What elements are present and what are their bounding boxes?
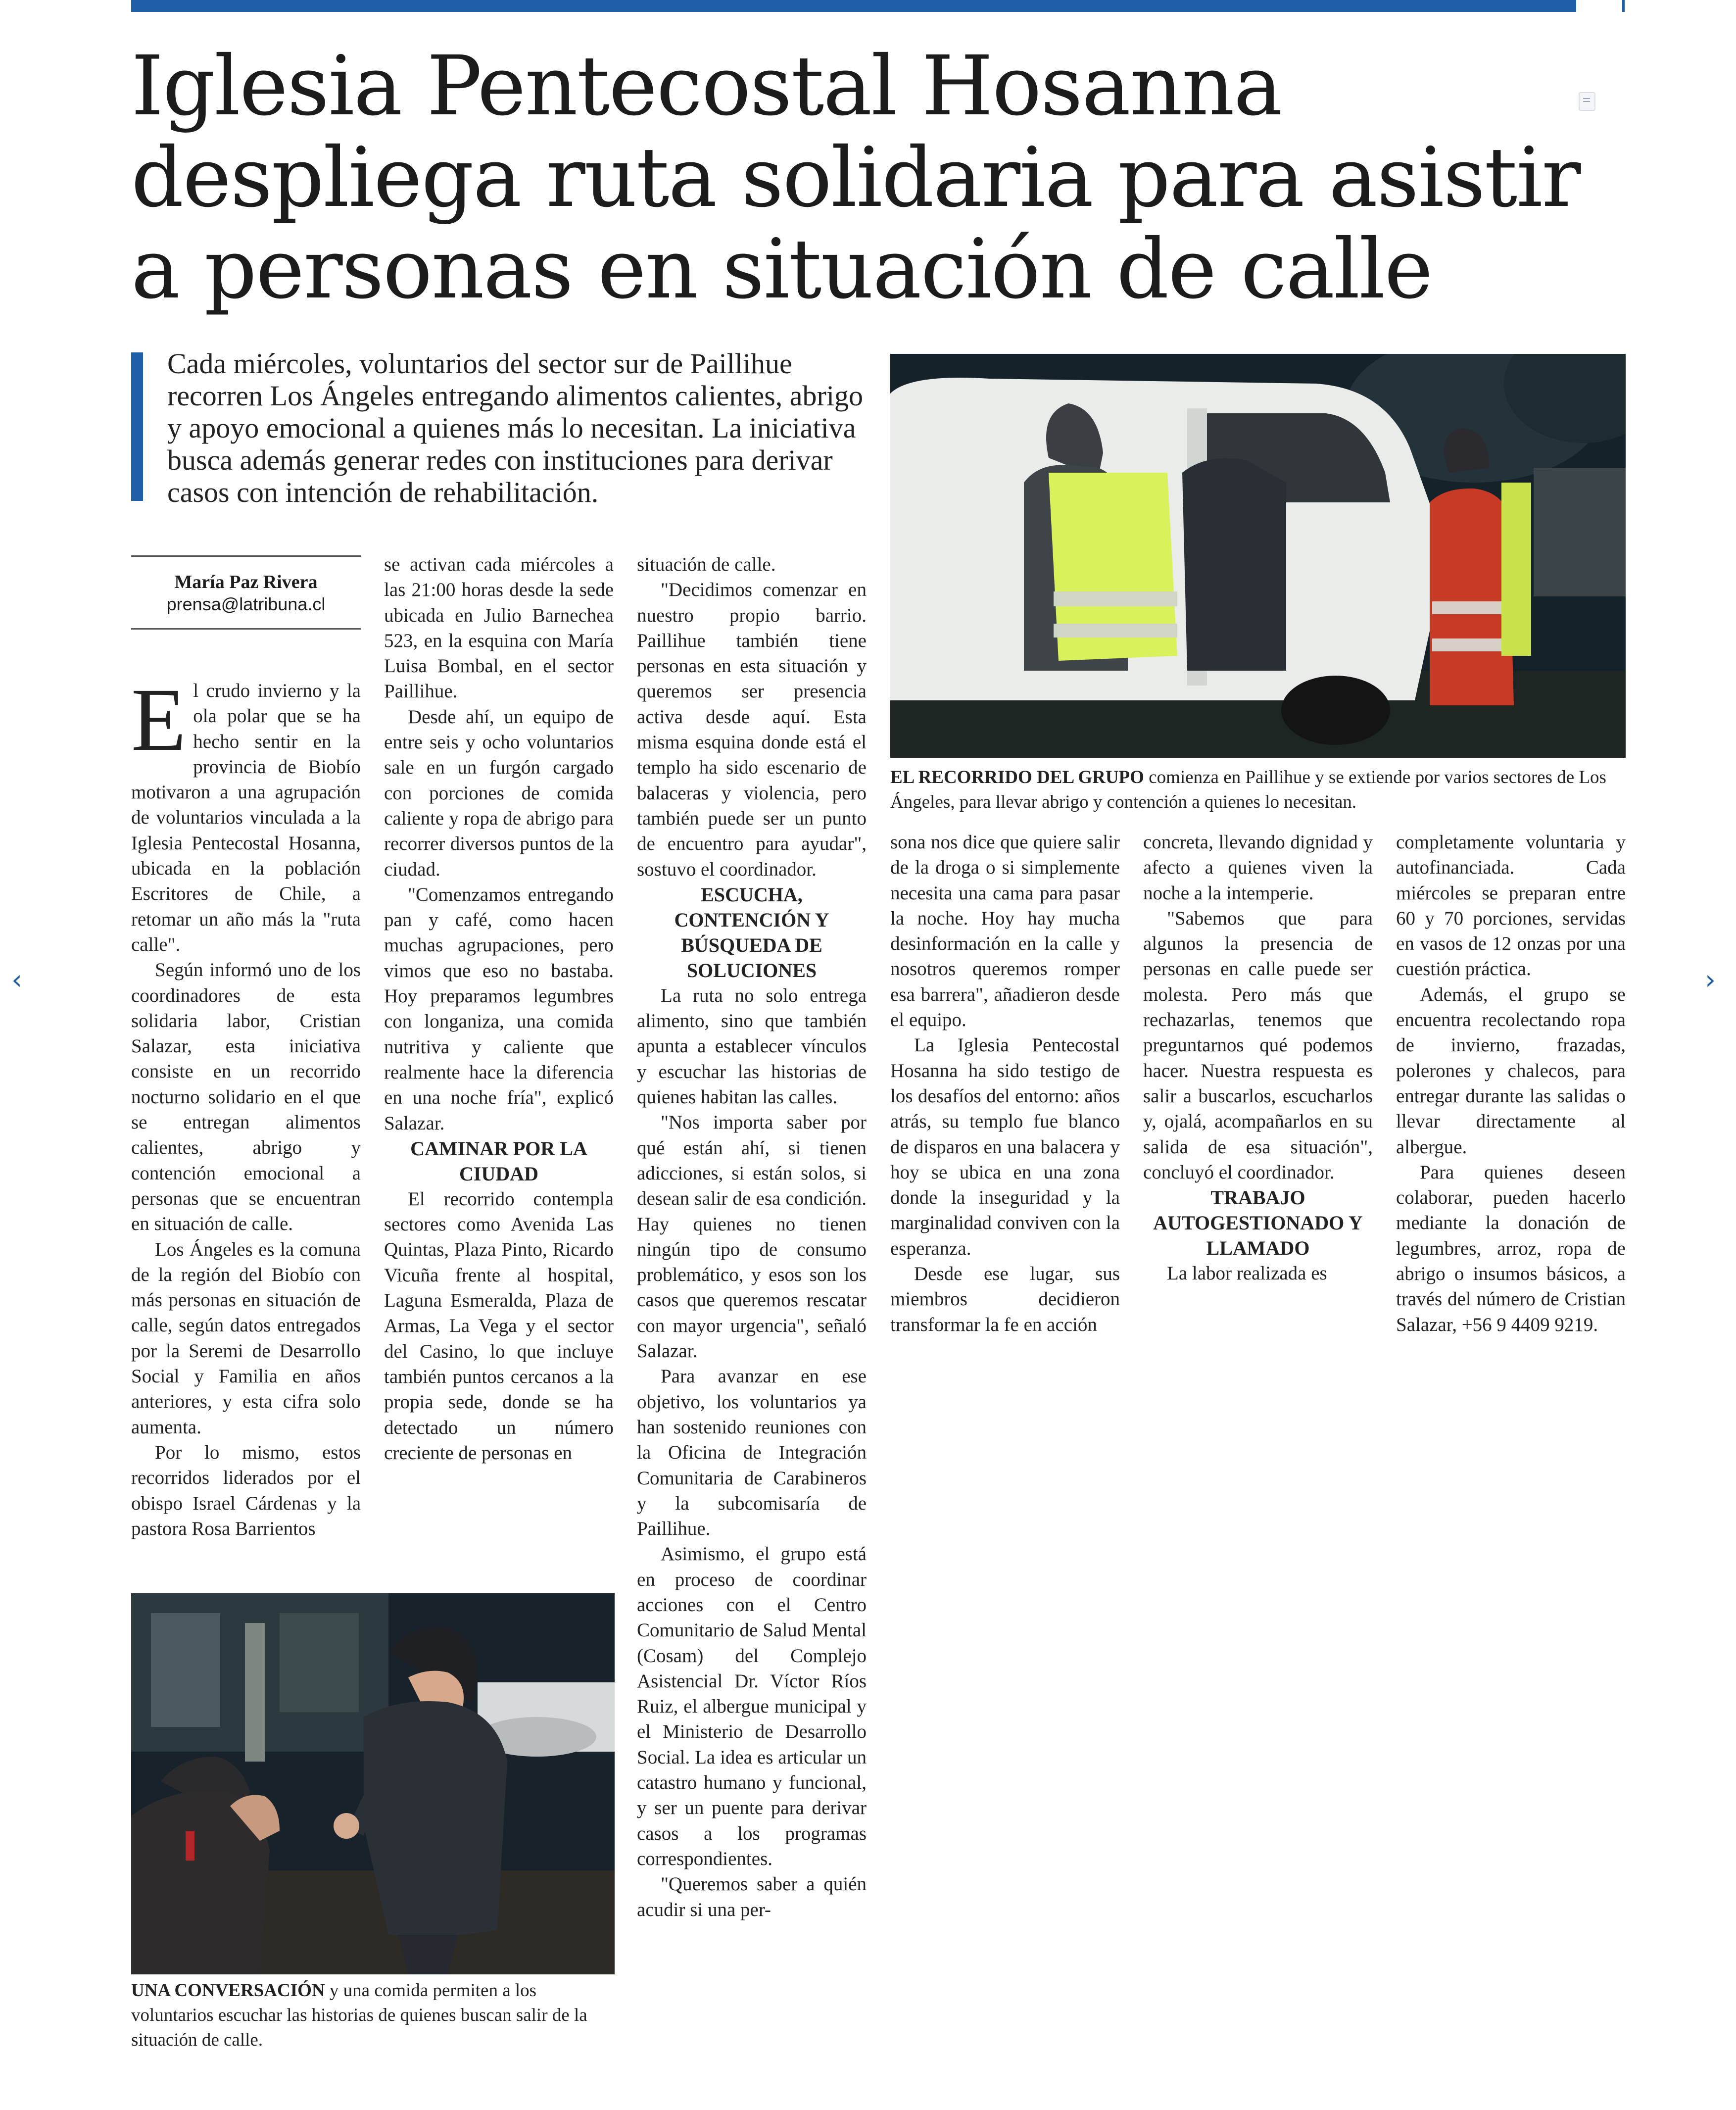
body-column-6 xyxy=(1396,830,1626,1337)
paragraph: Además, el grupo se encuentra recolectando ropa de invierno, frazadas, polerones y chalecos, para entregar durante las salidas o llevar directamente al albergue. xyxy=(1396,983,1626,1158)
paragraph: Desde ahí, un equipo de entre seis y ocho voluntarios sale en un furgón cargado con porciones de comida caliente y ropa de abrigo para recorrer diversos puntos de la ciudad. xyxy=(384,706,614,880)
paragraph: "Comenzamos entregando pan y café, como hacen muchas agrupaciones, pero vimos que eso no bastaba. Hoy preparamos legumbres con longaniza, una comida nutritiva y caliente que realmente hace la diferencia en una noche fría", explicó Salazar. xyxy=(384,883,614,1134)
caption-lead: EL RECORRIDO DEL GRUPO xyxy=(890,767,1144,787)
paragraph: Por lo mismo, estos recorridos liderados por el obispo Israel Cárdenas y la pastora Rosa Barrientos xyxy=(131,1441,361,1539)
page-edge-marker xyxy=(1622,0,1625,12)
subhead: ESCUCHA, CONTENCIÓN Y BÚSQUEDA DE SOLUCIONES xyxy=(674,883,829,981)
caption-text: comienza en Paillihue y se extiende por varios sectores de Los Ángeles, para llevar abrigo y contención a quienes lo necesitan. xyxy=(890,767,1606,812)
body-column-4 xyxy=(890,830,1120,1337)
photo-volunteers-van xyxy=(890,354,1626,758)
photo-caption-bottom xyxy=(131,1978,615,2053)
photo-volunteers-van-illustration xyxy=(890,354,1626,758)
byline xyxy=(131,555,361,630)
paragraph: La Iglesia Pentecostal Hosanna ha sido testigo de los desafíos del entorno: años atrás, su templo fue blanco de disparos en una balacera y hoy se ubica en una zona donde la inseguridad y la marginalidad conviven con la esperanza. xyxy=(890,1034,1120,1259)
caption-text: y una comida permiten a los voluntarios escuchar las historias de quienes buscan salir de la situación de calle. xyxy=(131,1980,587,2050)
paragraph: Los Ángeles es la comuna de la región del Biobío con más personas en situación de calle, según datos entregados por la Seremi de Desarrollo Social y Familia en años anteriores, y esta cifra solo aumenta. xyxy=(131,1238,361,1438)
paragraph: Desde ese lugar, sus miembros decidieron transformar la fe en acción xyxy=(890,1263,1120,1335)
photo-conversation-illustration xyxy=(131,1593,615,1974)
byline-email[interactable]: prensa@latribuna.cl xyxy=(166,594,326,614)
photo-conversation xyxy=(131,1593,615,1974)
paragraph: Según informó uno de los coordinadores de esta solidaria labor, Cristian Salazar, esta iniciativa consiste en un recorrido nocturno solidario en el que se entregan alimentos calientes, abrigo y contención emocional a personas que se encuentran en situación de calle. xyxy=(131,959,361,1235)
body-column-3 xyxy=(637,552,867,1922)
chevron-left-icon[interactable]: ‹ xyxy=(11,964,22,995)
paragraph: Asimismo, el grupo está en proceso de coordinar acciones con el Centro Comunitario de Salud Mental (Cosam) del Complejo Asistencial Dr. Víctor Ríos Ruiz, el albergue municipal y el Ministerio de Desarrollo Social. La idea es articular un catastro humano y funcional, y ser un puente para derivar casos a los programas correspondientes. xyxy=(637,1543,867,1869)
subhead: TRABAJO AUTOGESTIONADO Y LLAMADO xyxy=(1153,1186,1363,1260)
byline-author: María Paz Rivera xyxy=(174,572,318,592)
dropcap: E xyxy=(131,670,187,770)
paragraph: "Decidimos comenzar en nuestro propio barrio. Paillihue también tiene personas en esta situación y queremos ser presencia activa desde aquí. Esta misma esquina donde está el templo ha sido escenario de balaceras y violencia, pero también puede ser un punto de encuentro para ayudar", sostuvo el coordinador. xyxy=(637,579,867,880)
body-column-5 xyxy=(1143,830,1373,1286)
body-column-1 xyxy=(131,670,361,1541)
paragraph: concreta, llevando dignidad y afecto a quienes viven la noche a la intemperie. xyxy=(1143,832,1373,904)
paragraph: Para avanzar en ese objetivo, los voluntarios ya han sostenido reuniones con la Oficina de Integración Comunitaria de Carabineros y la subcomisaría de Paillihue. xyxy=(637,1366,867,1540)
paragraph: El recorrido contempla sectores como Avenida Las Quintas, Plaza Pinto, Ricardo Vicuña frente al hospital, Laguna Esmeralda, Plaza de Armas, La Vega y el sector del Casino, lo que incluye también puntos cercanos a la propia sede, donde se ha detectado un número creciente de personas en xyxy=(384,1188,614,1464)
lede: Cada miércoles, voluntarios del sector sur de Paillihue recorren Los Ángeles entregando alimentos calientes, abrigo y apoyo emocional a quienes más lo necesitan. La iniciativa busca además generar redes con instituciones para derivar casos con intención de rehabilitación. xyxy=(167,347,863,508)
paragraph: Para quienes deseen colaborar, pueden hacerlo mediante la donación de legumbres, arroz, ropa de abrigo o insumos básicos, a través del número de Cristian Salazar, +56 9 4409 9219. xyxy=(1396,1161,1626,1335)
paragraph: La ruta no solo entrega alimento, sino que también apunta a establecer vínculos y escuchar las historias de quienes habitan las calles. xyxy=(637,984,867,1108)
caption-lead: UNA CONVERSACIÓN xyxy=(131,1980,325,2001)
paragraph: situación de calle. xyxy=(637,554,776,575)
headline: Iglesia Pentecostal Hosanna despliega ruta solidaria para asistir a personas en situación de calle xyxy=(131,39,1580,317)
paragraph: "Nos importa saber por qué están ahí, si tienen adicciones, si están solos, si desean salir de esa condición. Hay quienes no tienen ningún tipo de consumo problemático, y esos son los casos que queremos rescatar con mayor urgencia", señaló Salazar. xyxy=(637,1112,867,1362)
paragraph: l crudo invierno y la ola polar que se ha hecho sentir en la provincia de Biobío motivaron a una agrupación de voluntarios vinculada a la Iglesia Pentecostal Hosanna, ubicada en la población Escritores de Chile, a retomar un año más la "ruta calle". xyxy=(131,680,361,955)
subhead: CAMINAR POR LA CIUDAD xyxy=(410,1137,587,1185)
section-header-bar xyxy=(131,0,1576,12)
lede-accent-bar xyxy=(131,352,143,501)
body-column-2 xyxy=(384,552,614,1466)
paragraph: se activan cada miércoles a las 21:00 horas desde la sede ubicada en Julio Barnechea 523, en la esquina con María Luisa Bombal, en el sector Paillihue. xyxy=(384,554,614,702)
photo-caption-top xyxy=(890,765,1626,815)
paragraph: La labor realizada es xyxy=(1167,1263,1327,1284)
paragraph: sona nos dice que quiere salir de la droga o si simplemente necesita una cama para pasar la noche. Hoy hay mucha desinformación en la calle y nosotros queremos romper esa barrera", añadieron desde el equipo. xyxy=(890,832,1120,1031)
paragraph: "Sabemos que para algunos la presencia de personas en calle puede ser molesta. Pero más que rechazarlas, tenemos que preguntarnos qué podemos hacer. Nuestra respuesta es salir a buscarlos, escucharlos y, ojalá, acompañarlos en su salida de esa situación", concluyó el coordinador. xyxy=(1143,907,1373,1183)
paragraph: "Queremos saber a quién acudir si una per- xyxy=(637,1873,867,1920)
chevron-right-icon[interactable]: › xyxy=(1705,964,1716,995)
paragraph: completamente voluntaria y autofinanciada. Cada miércoles se preparan entre 60 y 70 porciones, servidas en vasos de 12 onzas por una cuestión práctica. xyxy=(1396,832,1626,980)
